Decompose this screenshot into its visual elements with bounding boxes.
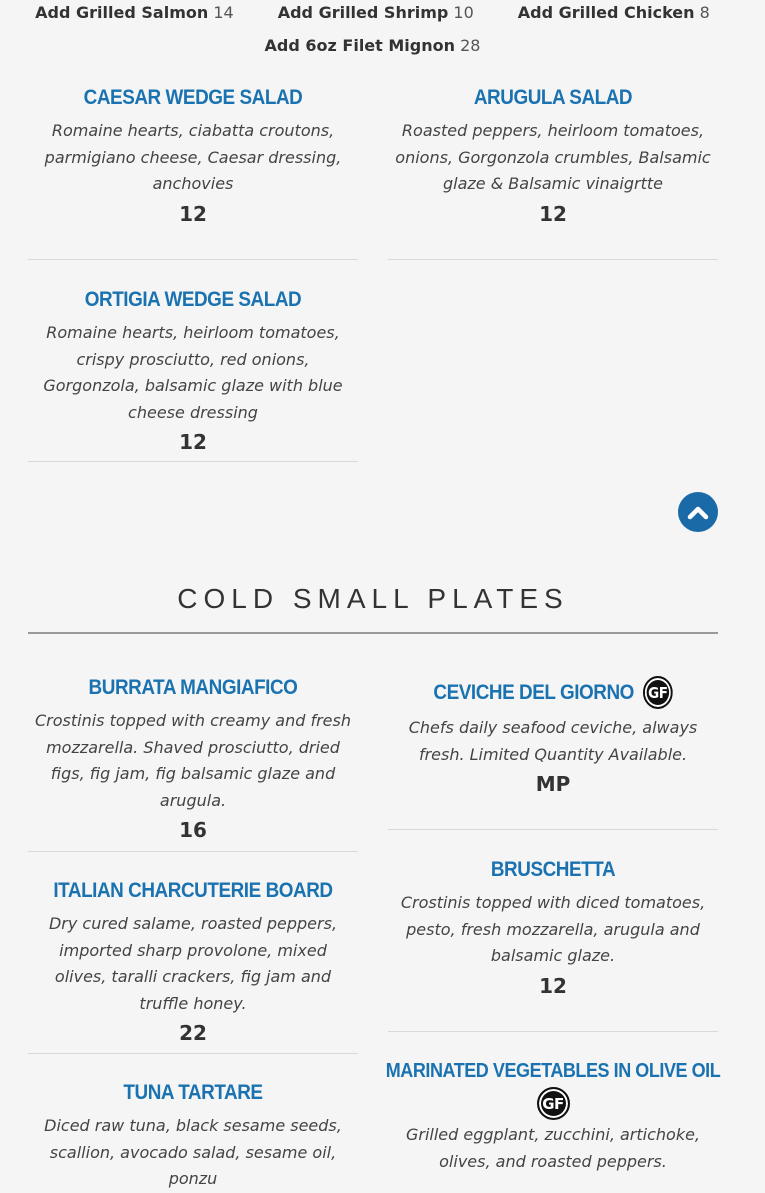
menu-item-italian-charcuterie-board — [28, 879, 358, 1045]
item-description: Romaine hearts, heirloom tomatoes, crispy prosciutto, red onions, Gorgonzola, balsamic glaze with blue cheese dressing — [43, 323, 343, 422]
item-description: Roasted peppers, heirloom tomatoes, onions, Gorgonzola crumbles, Balsamic glaze & Balsamic vinaigrtte — [395, 121, 711, 193]
section-rule — [28, 632, 718, 634]
menu-item-marinated-vegetables — [385, 1060, 721, 1175]
menu-item-arugula-salad — [388, 86, 718, 226]
item-description: Dry cured salame, roasted peppers, imported sharp provolone, mixed olives, taralli crackers, fig jam and truffle honey. — [48, 914, 338, 1013]
menu-item-ceviche-del-giorno — [388, 676, 718, 796]
item-title: ITALIAN CHARCUTERIE BOARD — [53, 879, 333, 902]
item-title: TUNA TARTARE — [123, 1081, 263, 1104]
gluten-free-badge: GF — [643, 676, 673, 709]
divider — [28, 259, 358, 260]
add-on-item: Add Grilled Shrimp 10 — [277, 3, 474, 22]
item-price: 12 — [179, 430, 207, 454]
item-description: Crostinis topped with diced tomatoes, pesto, fresh mozzarella, arugula and balsamic glaze. — [400, 893, 706, 965]
item-description: Romaine hearts, ciabatta croutons, parmigiano cheese, Caesar dressing, anchovies — [44, 121, 342, 193]
item-title: ARUGULA SALAD — [473, 86, 633, 109]
item-description: Diced raw tuna, black sesame seeds, scallion, avocado salad, sesame oil, ponzu — [44, 1116, 342, 1188]
item-description: Crostinis topped with creamy and fresh mozzarella. Shaved prosciutto, dried figs, fig jam, fig balsamic glaze and arugula. — [35, 711, 351, 810]
add-on-row — [0, 36, 745, 55]
item-title — [405, 676, 702, 709]
item-title: BURRATA MANGIAFICO — [88, 676, 298, 699]
scroll-to-top-button[interactable] — [678, 492, 718, 532]
item-price: MP — [535, 772, 571, 796]
divider — [28, 1053, 358, 1054]
item-description: Grilled eggplant, zucchini, artichoke, olives, and roasted peppers. — [405, 1125, 701, 1171]
menu-item-ortigia-wedge-salad — [28, 288, 358, 454]
item-description: Chefs daily seafood ceviche, always fresh. Limited Quantity Available. — [408, 718, 698, 764]
divider — [28, 851, 358, 852]
divider — [388, 259, 718, 260]
item-price: 12 — [179, 201, 207, 226]
section-heading: COLD SMALL PLATES — [177, 583, 569, 614]
divider — [28, 461, 358, 462]
chevron-up-icon — [687, 504, 709, 520]
add-on-row — [0, 3, 745, 22]
item-title: CAESAR WEDGE SALAD — [83, 86, 303, 109]
divider — [388, 1031, 718, 1032]
item-title: ORTIGIA WEDGE SALAD — [84, 288, 302, 311]
item-price: 12 — [539, 201, 567, 226]
menu-item-bruschetta — [388, 858, 718, 998]
add-on-item: Add Grilled Salmon 14 — [35, 3, 234, 22]
item-price: 22 — [179, 1021, 207, 1045]
item-price: 16 — [179, 818, 207, 842]
gluten-free-badge: GF — [537, 1087, 570, 1120]
item-title-text: CEVICHE DEL GIORNO — [433, 680, 634, 704]
item-title: MARINATED VEGETABLES IN OLIVE OIL — [385, 1060, 721, 1082]
badge-row — [388, 1087, 718, 1120]
menu-item-caesar-wedge-salad — [28, 86, 358, 226]
menu-item-tuna-tartare — [28, 1081, 358, 1193]
item-title: BRUSCHETTA — [490, 858, 616, 881]
menu-item-burrata-mangiafico — [28, 676, 358, 842]
add-on-item: Add Grilled Chicken 8 — [517, 3, 710, 22]
item-price: 12 — [539, 973, 567, 998]
divider — [388, 829, 718, 830]
add-on-item: Add 6oz Filet Mignon 28 — [264, 36, 481, 55]
